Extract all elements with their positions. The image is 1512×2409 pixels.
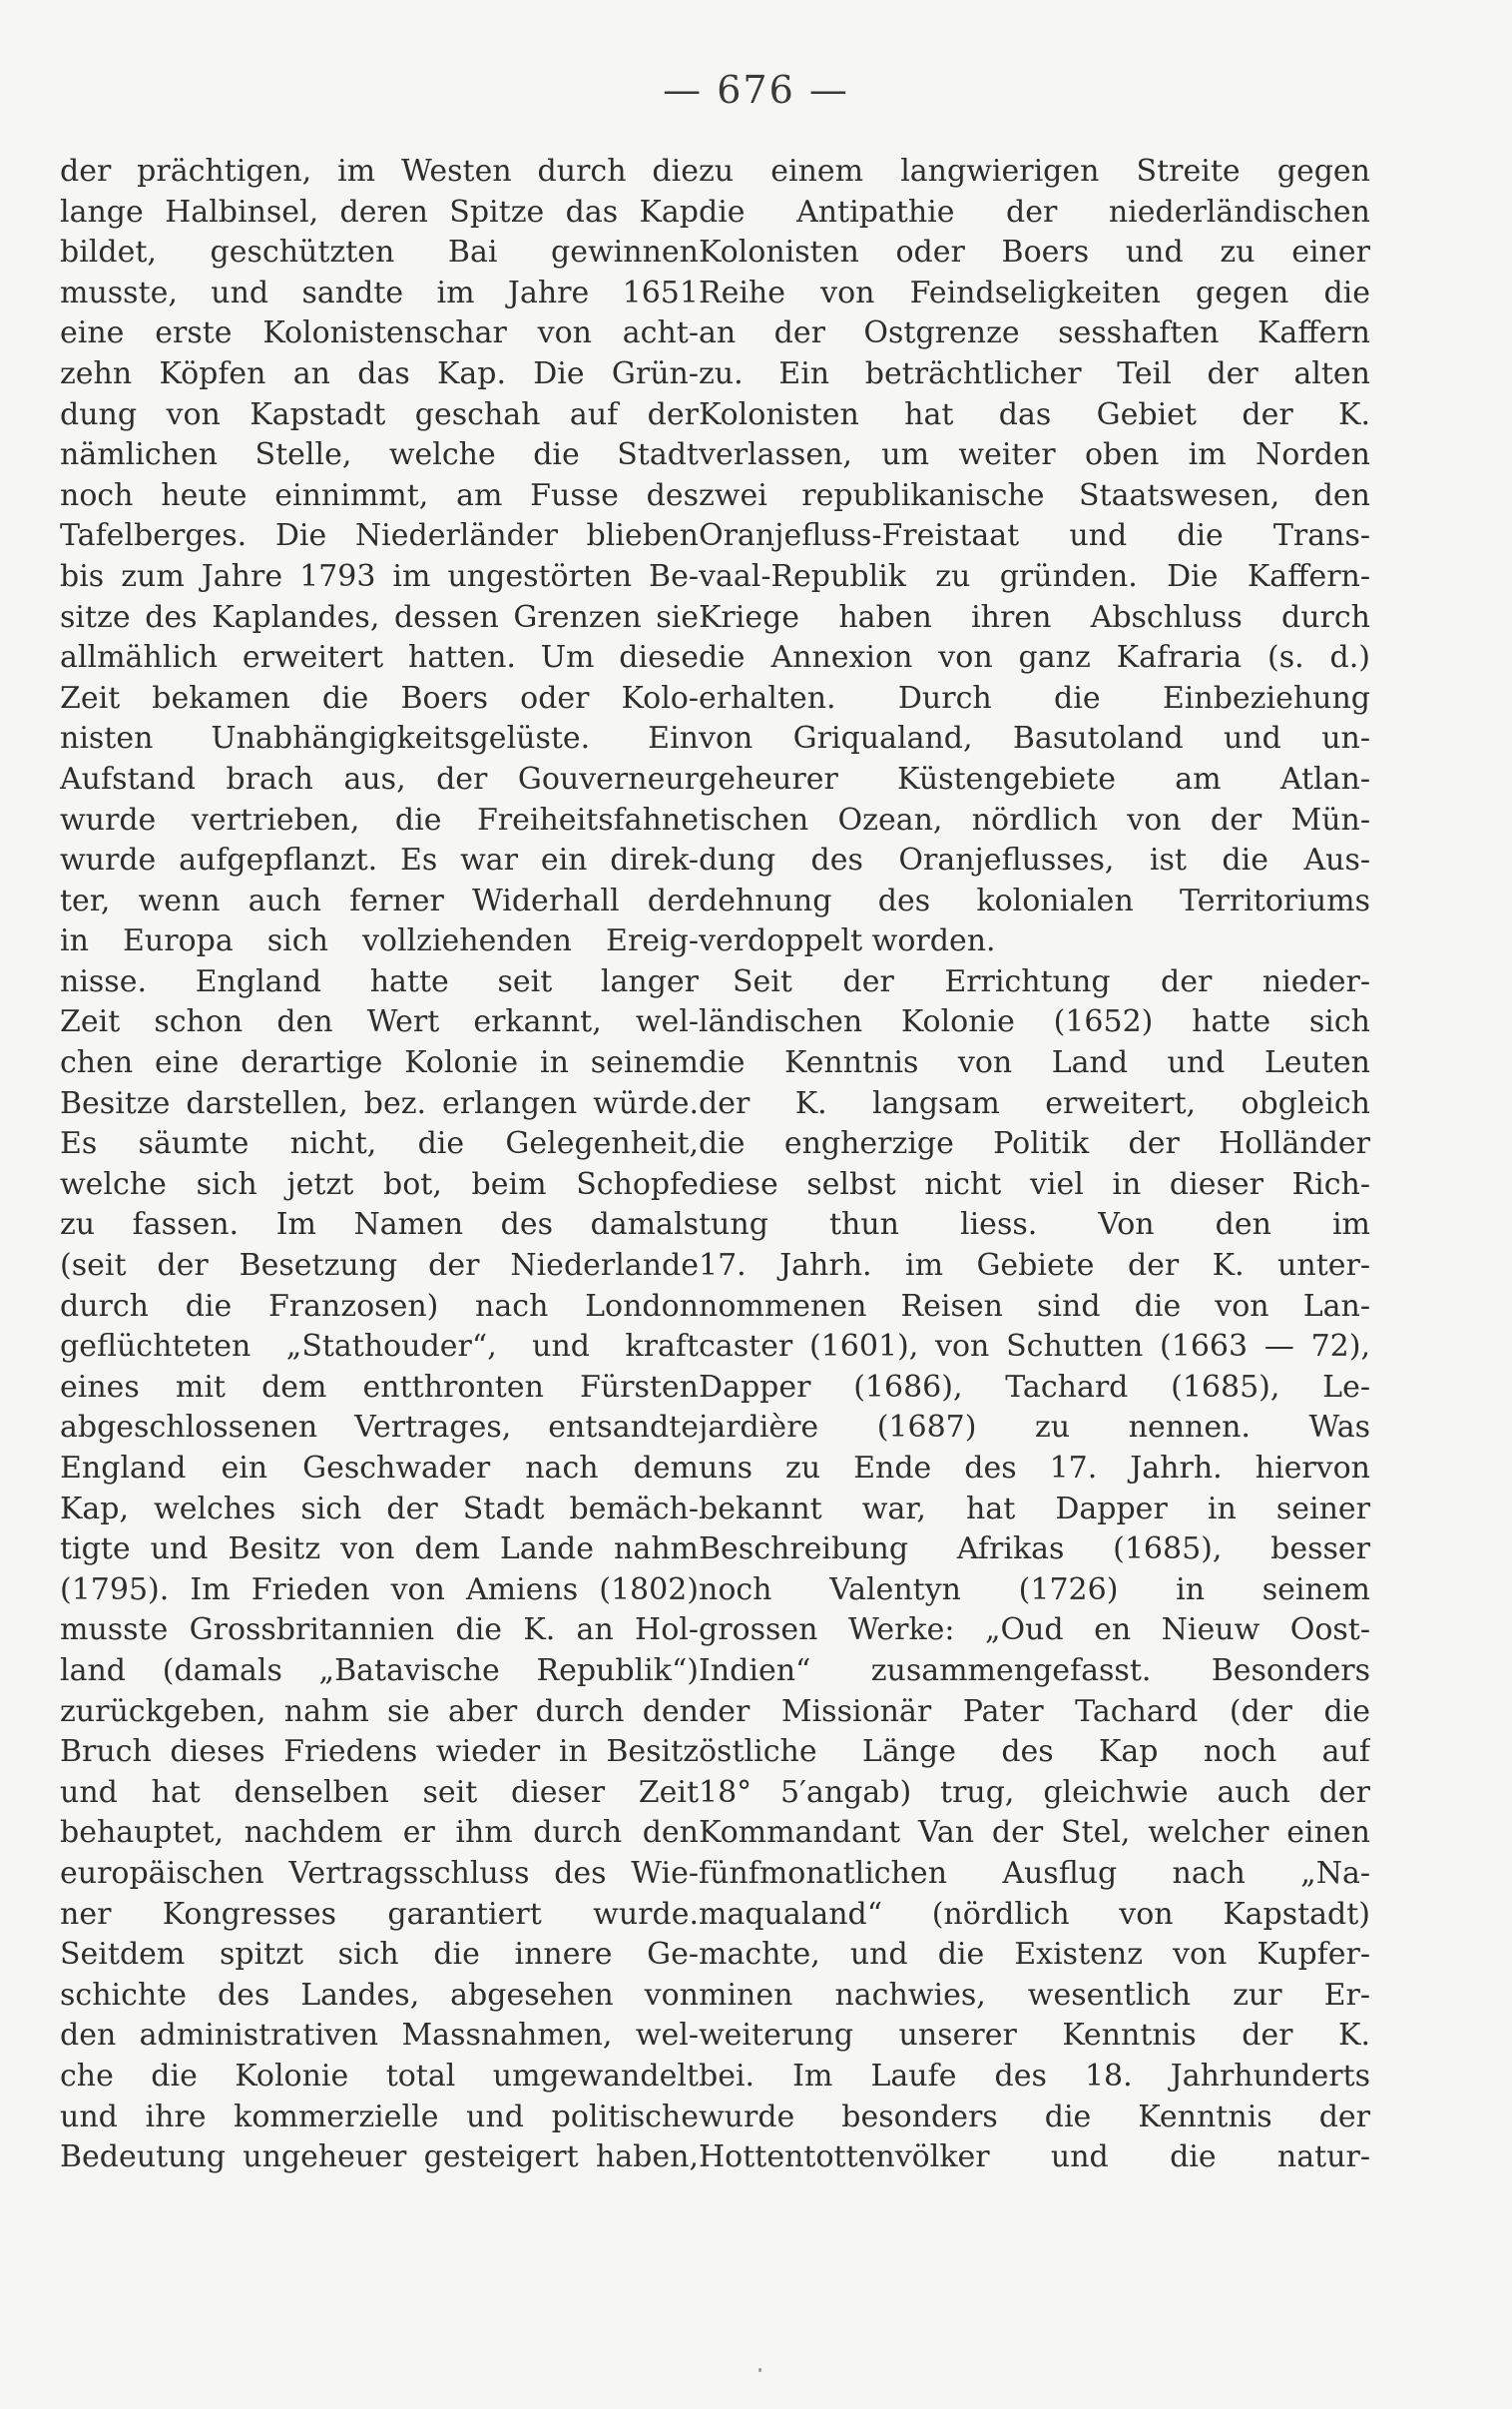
text-line: zehn Köpfen an das Kap. Die Grün- [60,355,699,391]
text-line: welche sich jetzt bot, beim Schopfe [60,1166,699,1202]
text-line: dung von Kapstadt geschah auf der [60,396,699,432]
text-line: fünfmonatlichen Ausflug nach „Na- [699,1855,1370,1891]
text-line: Dapper (1686), Tachard (1685), Le- [699,1369,1370,1405]
text-line: bekannt war, hat Dapper in seiner [699,1491,1370,1526]
text-line: tung thun liess. Von den im [699,1207,1370,1243]
text-line: nisse. England hatte seit langer [60,963,699,999]
text-line: Hottentottenvölker und die natur- [699,2139,1370,2175]
text-line: wurde besonders die Kenntnis der [699,2099,1370,2134]
text-line: Es säumte nicht, die Gelegenheit, [60,1126,699,1162]
text-line: caster (1601), von Schutten (1663 — 72), [699,1329,1370,1365]
text-line: zurückgeben, nahm sie aber durch den [60,1693,699,1729]
text-line: dehnung des kolonialen Territoriums [699,883,1370,918]
text-line: Kolonisten hat das Gebiet der K. [699,396,1370,432]
text-line: zu fassen. Im Namen des damals [60,1207,699,1243]
text-line: Oranjefluss-Freistaat und die Trans- [699,518,1370,554]
page-number: — 676 — [663,68,849,112]
text-line: Kap, welches sich der Stadt bemäch- [60,1491,699,1526]
text-line: Aufstand brach aus, der Gouverneur [60,761,699,797]
text-line: die Annexion von ganz Kafraria (s. d.) [699,640,1370,676]
text-line: nommenen Reisen sind die von Lan- [699,1288,1370,1324]
text-line: 17. Jahrh. im Gebiete der K. unter- [699,1248,1370,1284]
text-line: nisten Unabhängigkeitsgelüste. Ein [60,721,699,757]
text-line: der prächtigen, im Westen durch die [60,154,699,189]
text-line: Indien“ zusammengefasst. Besonders [699,1652,1370,1688]
text-line: England ein Geschwader nach dem [60,1451,699,1486]
text-line: zwei republikanische Staatswesen, den [699,477,1370,513]
right-column [699,152,1370,2178]
text-line: Seit der Errichtung der nieder- [733,963,1370,999]
text-line: erhalten. Durch die Einbeziehung [699,680,1370,716]
text-line: eines mit dem entthronten Fürsten [60,1369,699,1405]
text-line: grossen Werke: „Oud en Nieuw Oost- [699,1612,1370,1648]
text-line: zu einem langwierigen Streite gegen [699,154,1370,189]
text-line: den administrativen Massnahmen, wel- [60,2018,699,2054]
text-line: uns zu Ende des 17. Jahrh. hiervon [699,1451,1370,1486]
text-line: bei. Im Laufe des 18. Jahrhunderts [699,2058,1370,2094]
text-line: Tafelberges. Die Niederländer blieben [60,518,699,554]
text-line: zu. Ein beträchtlicher Teil der alten [699,355,1370,391]
text-line: und ihre kommerzielle und politische [60,2099,699,2134]
text-line: wurde vertrieben, die Freiheitsfahne [60,802,699,838]
text-line: abgeschlossenen Vertrages, entsandte [60,1410,699,1446]
text-line: östliche Länge des Kap noch auf [699,1734,1370,1770]
text-line: und hat denselben seit dieser Zeit [60,1774,699,1810]
text-line: die engherzige Politik der Holländer [699,1126,1370,1162]
text-line: geflüchteten „Stathouder“, und kraft [60,1329,699,1365]
text-line: europäischen Vertragsschluss des Wie- [60,1855,699,1891]
text-line: ländischen Kolonie (1652) hatte sich [699,1004,1370,1040]
text-line: ter, wenn auch ferner Widerhall der [60,883,699,918]
text-line: der K. langsam erweitert, obgleich [699,1085,1370,1121]
text-line: sitze des Kaplandes, dessen Grenzen sie [60,599,699,635]
text-line: ner Kongresses garantiert wurde. [60,1896,699,1932]
text-line: Kriege haben ihren Abschluss durch [699,599,1370,635]
text-line: behauptet, nachdem er ihm durch den [60,1815,699,1851]
text-line: durch die Franzosen) nach London [60,1288,699,1324]
text-line: Zeit schon den Wert erkannt, wel- [60,1004,699,1040]
text-line: diese selbst nicht viel in dieser Rich- [699,1166,1370,1202]
text-line: jardière (1687) zu nennen. Was [699,1410,1370,1446]
text-line: die Antipathie der niederländischen [699,194,1370,230]
text-line: bildet, geschützten Bai gewinnen [60,235,699,271]
text-line: 18° 5′angab) trug, gleichwie auch der [699,1774,1370,1810]
text-line: noch heute einnimmt, am Fusse des [60,477,699,513]
text-line: tigte und Besitz von dem Lande nahm [60,1531,699,1567]
text-line: Zeit bekamen die Boers oder Kolo- [60,680,699,716]
text-line: minen nachwies, wesentlich zur Er- [699,1977,1370,2013]
text-line: musste Grossbritannien die K. an Hol- [60,1612,699,1648]
print-speck [758,2368,761,2372]
text-line: land (damals „Batavische Republik“) [60,1652,699,1688]
text-line: Bruch dieses Friedens wieder in Besitz [60,1734,699,1770]
text-line: Bedeutung ungeheuer gesteigert haben, [60,2139,699,2175]
text-line: wurde aufgepflanzt. Es war ein direk- [60,843,699,879]
text-line: von Griqualand, Basutoland und un- [699,721,1370,757]
left-column [60,152,699,2178]
text-line: Kommandant Van der Stel, welcher einen [699,1815,1370,1851]
text-line: weiterung unserer Kenntnis der K. [699,2018,1370,2054]
text-line: noch Valentyn (1726) in seinem [699,1571,1370,1607]
text-line: maqualand“ (nördlich von Kapstadt) [699,1896,1370,1932]
text-line: (seit der Besetzung der Niederlande [60,1248,699,1284]
text-line: lange Halbinsel, deren Spitze das Kap [60,194,699,230]
text-line: verdoppelt worden. [699,923,996,959]
text-line: allmählich erweitert hatten. Um diese [60,640,699,676]
text-line: der Missionär Pater Tachard (der die [699,1693,1370,1729]
text-line: musste, und sandte im Jahre 1651 [60,275,699,310]
text-line: dung des Oranjeflusses, ist die Aus- [699,843,1370,879]
text-line: (1795). Im Frieden von Amiens (1802) [60,1571,699,1607]
text-line: Seitdem spitzt sich die innere Ge- [60,1937,699,1973]
text-line: Kolonisten oder Boers und zu einer [699,235,1370,271]
text-line: die Kenntnis von Land und Leuten [699,1045,1370,1081]
text-line: tischen Ozean, nördlich von der Mün- [699,802,1370,838]
text-line: geheurer Küstengebiete am Atlan- [699,761,1370,797]
text-line: che die Kolonie total umgewandelt [60,2058,699,2094]
text-line: in Europa sich vollziehenden Ereig- [60,923,699,959]
text-line: an der Ostgrenze sesshaften Kaffern [699,315,1370,351]
text-line: vaal-Republik zu gründen. Die Kaffern- [699,558,1370,594]
text-line: machte, und die Existenz von Kupfer- [699,1937,1370,1973]
text-line: Besitze darstellen, bez. erlangen würde. [60,1085,699,1121]
text-line: eine erste Kolonistenschar von acht- [60,315,699,351]
text-line: Beschreibung Afrikas (1685), besser [699,1531,1370,1567]
text-line: Reihe von Feindseligkeiten gegen die [699,275,1370,310]
text-line: chen eine derartige Kolonie in seinem [60,1045,699,1081]
text-line: schichte des Landes, abgesehen von [60,1977,699,2013]
text-line: nämlichen Stelle, welche die Stadt [60,437,699,473]
text-line: verlassen, um weiter oben im Norden [699,437,1370,473]
text-line: bis zum Jahre 1793 im ungestörten Be- [60,558,699,594]
